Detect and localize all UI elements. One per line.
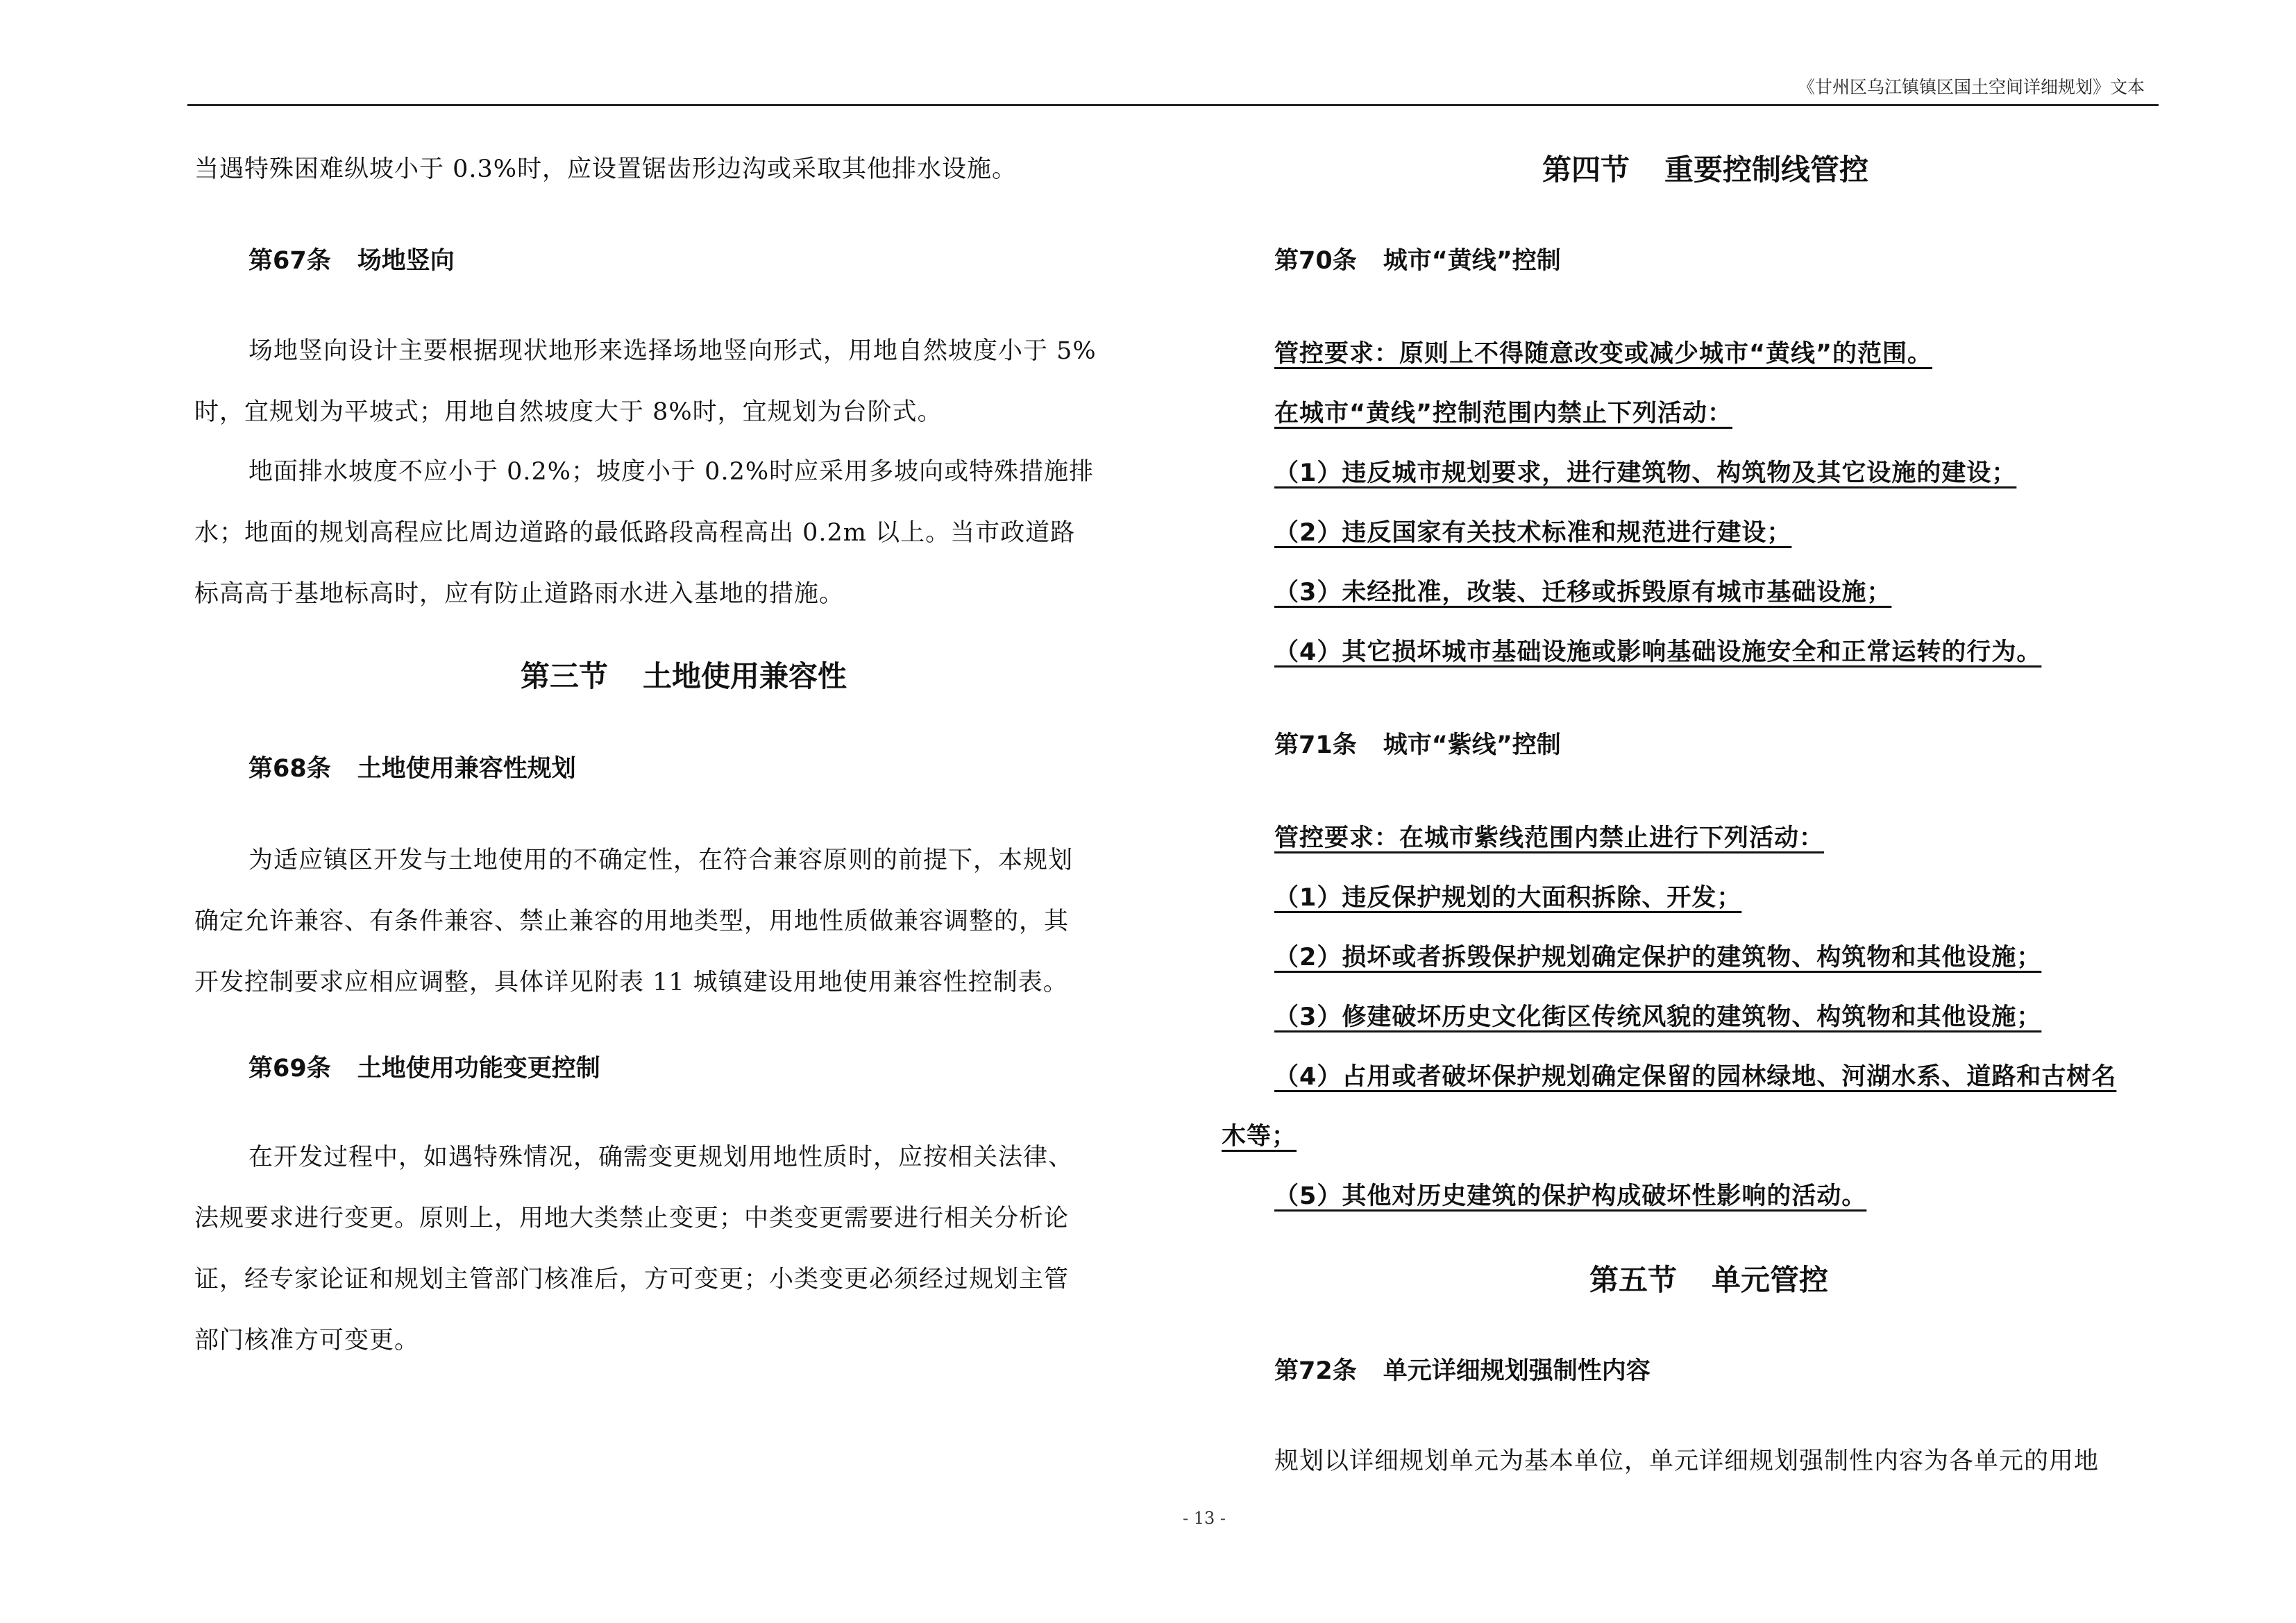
document-title-header: 《甘州区乌江镇镇区国土空间详细规划》文本	[1797, 77, 2145, 97]
article-70-heading	[1274, 241, 1561, 276]
purple-line-item-3: （3）修建破坏历史文化街区传统风貌的建筑物、构筑物和其他设施；	[1274, 1003, 2042, 1031]
article-72-heading	[1274, 1352, 1651, 1386]
header-divider	[187, 104, 2159, 106]
purple-line-item-4-cont: 木等；	[1222, 1123, 1297, 1150]
text-line: 开发控制要求应相应调整，具体详见附表 11 城镇建设用地使用兼容性控制表。	[194, 969, 1068, 996]
section-number: 第五节	[1589, 1263, 1678, 1297]
article-title: 城市“紫线”控制	[1383, 731, 1561, 759]
text-line: 地面排水坡度不应小于 0.2%；坡度小于 0.2%时应采用多坡向或特殊措施排	[248, 458, 1095, 486]
purple-line-item-1: （1）违反保护规划的大面积拆除、开发；	[1274, 884, 1742, 912]
section-5-heading	[1589, 1257, 1828, 1299]
article-67-heading	[248, 241, 455, 276]
text-line: 时，宜规划为平坡式；用地自然坡度大于 8%时，宜规划为台阶式。	[194, 398, 943, 426]
purple-line-requirement: 管控要求：在城市紫线范围内禁止进行下列活动：	[1274, 824, 1825, 852]
purple-line-item-2: （2）损坏或者拆毁保护规划确定保护的建筑物、构筑物和其他设施；	[1274, 944, 2042, 971]
article-number: 第68条	[248, 755, 331, 783]
article-68-heading	[248, 749, 576, 784]
section-3-heading	[521, 654, 847, 695]
section-number: 第四节	[1542, 153, 1630, 187]
article-title: 城市“黄线”控制	[1383, 247, 1561, 275]
yellow-line-item-1: （1）违反城市规划要求，进行建筑物、构筑物及其它设施的建设；	[1274, 459, 2017, 487]
paragraph-ground-drainage	[194, 441, 1094, 624]
article-title: 场地竖向	[357, 247, 455, 275]
paragraph-function-change	[194, 1127, 1073, 1371]
text-line: 法规要求进行变更。原则上，用地大类禁止变更；中类变更需要进行相关分析论	[194, 1205, 1070, 1232]
text-line: 部门核准方可变更。	[194, 1327, 420, 1354]
purple-line-item-5: （5）其他对历史建筑的保护构成破坏性影响的活动。	[1274, 1182, 1867, 1210]
paragraph-drainage-slope	[194, 139, 1017, 200]
yellow-line-prohibited-intro: 在城市“黄线”控制范围内禁止下列活动：	[1274, 400, 1733, 427]
article-69-heading	[248, 1049, 600, 1084]
yellow-line-item-3: （3）未经批准，改装、迁移或拆毁原有城市基础设施；	[1274, 579, 1892, 606]
yellow-line-requirement: 管控要求：原则上不得随意改变或减少城市“黄线”的范围。	[1274, 340, 1933, 368]
text-line: 确定允许兼容、有条件兼容、禁止兼容的用地类型，用地性质做兼容调整的，其	[194, 908, 1070, 935]
page-number: - 13 -	[1183, 1509, 1226, 1528]
yellow-line-item-4: （4）其它损坏城市基础设施或影响基础设施安全和正常运转的行为。	[1274, 638, 2042, 666]
paragraph-unit-mandatory	[1274, 1431, 2099, 1492]
text-line: 规划以详细规划单元为基本单位，单元详细规划强制性内容为各单元的用地	[1274, 1447, 2100, 1475]
paragraph-site-vertical	[194, 321, 1097, 443]
article-number: 第71条	[1274, 731, 1357, 759]
article-title: 土地使用兼容性规划	[357, 755, 576, 783]
text-line: 水；地面的规划高程应比周边道路的最低路段高程高出 0.2m 以上。当市政道路	[194, 519, 1076, 547]
text-line: 标高高于基地标高时，应有防止道路雨水进入基地的措施。	[194, 580, 845, 608]
yellow-line-item-2: （2）违反国家有关技术标准和规范进行建设；	[1274, 519, 1792, 547]
text-line: 为适应镇区开发与土地使用的不确定性，在符合兼容原则的前提下，本规划	[248, 847, 1074, 874]
article-number: 第69条	[248, 1055, 331, 1082]
paragraph-land-compatibility	[194, 830, 1073, 1013]
text-line: 在开发过程中，如遇特殊情况，确需变更规划用地性质时，应按相关法律、	[248, 1144, 1074, 1171]
article-title: 单元详细规划强制性内容	[1383, 1357, 1651, 1385]
text-line: 场地竖向设计主要根据现状地形来选择场地竖向形式，用地自然坡度小于 5%	[248, 337, 1097, 365]
section-number: 第三节	[521, 659, 609, 693]
article-71-heading	[1274, 726, 1561, 760]
section-title: 单元管控	[1712, 1263, 1829, 1297]
article-number: 第72条	[1274, 1357, 1357, 1385]
section-title: 土地使用兼容性	[643, 659, 847, 693]
article-number: 第67条	[248, 247, 331, 275]
section-title: 重要控制线管控	[1664, 153, 1869, 187]
article-title: 土地使用功能变更控制	[357, 1055, 600, 1082]
purple-line-item-4: （4）占用或者破坏保护规划确定保留的园林绿地、河湖水系、道路和古树名	[1274, 1063, 2117, 1091]
text-line: 证，经专家论证和规划主管部门核准后，方可变更；小类变更必须经过规划主管	[194, 1266, 1070, 1293]
text-line: 当遇特殊困难纵坡小于 0.3%时，应设置锯齿形边沟或采取其他排水设施。	[194, 155, 1018, 183]
section-4-heading	[1542, 147, 1868, 189]
article-number: 第70条	[1274, 247, 1357, 275]
